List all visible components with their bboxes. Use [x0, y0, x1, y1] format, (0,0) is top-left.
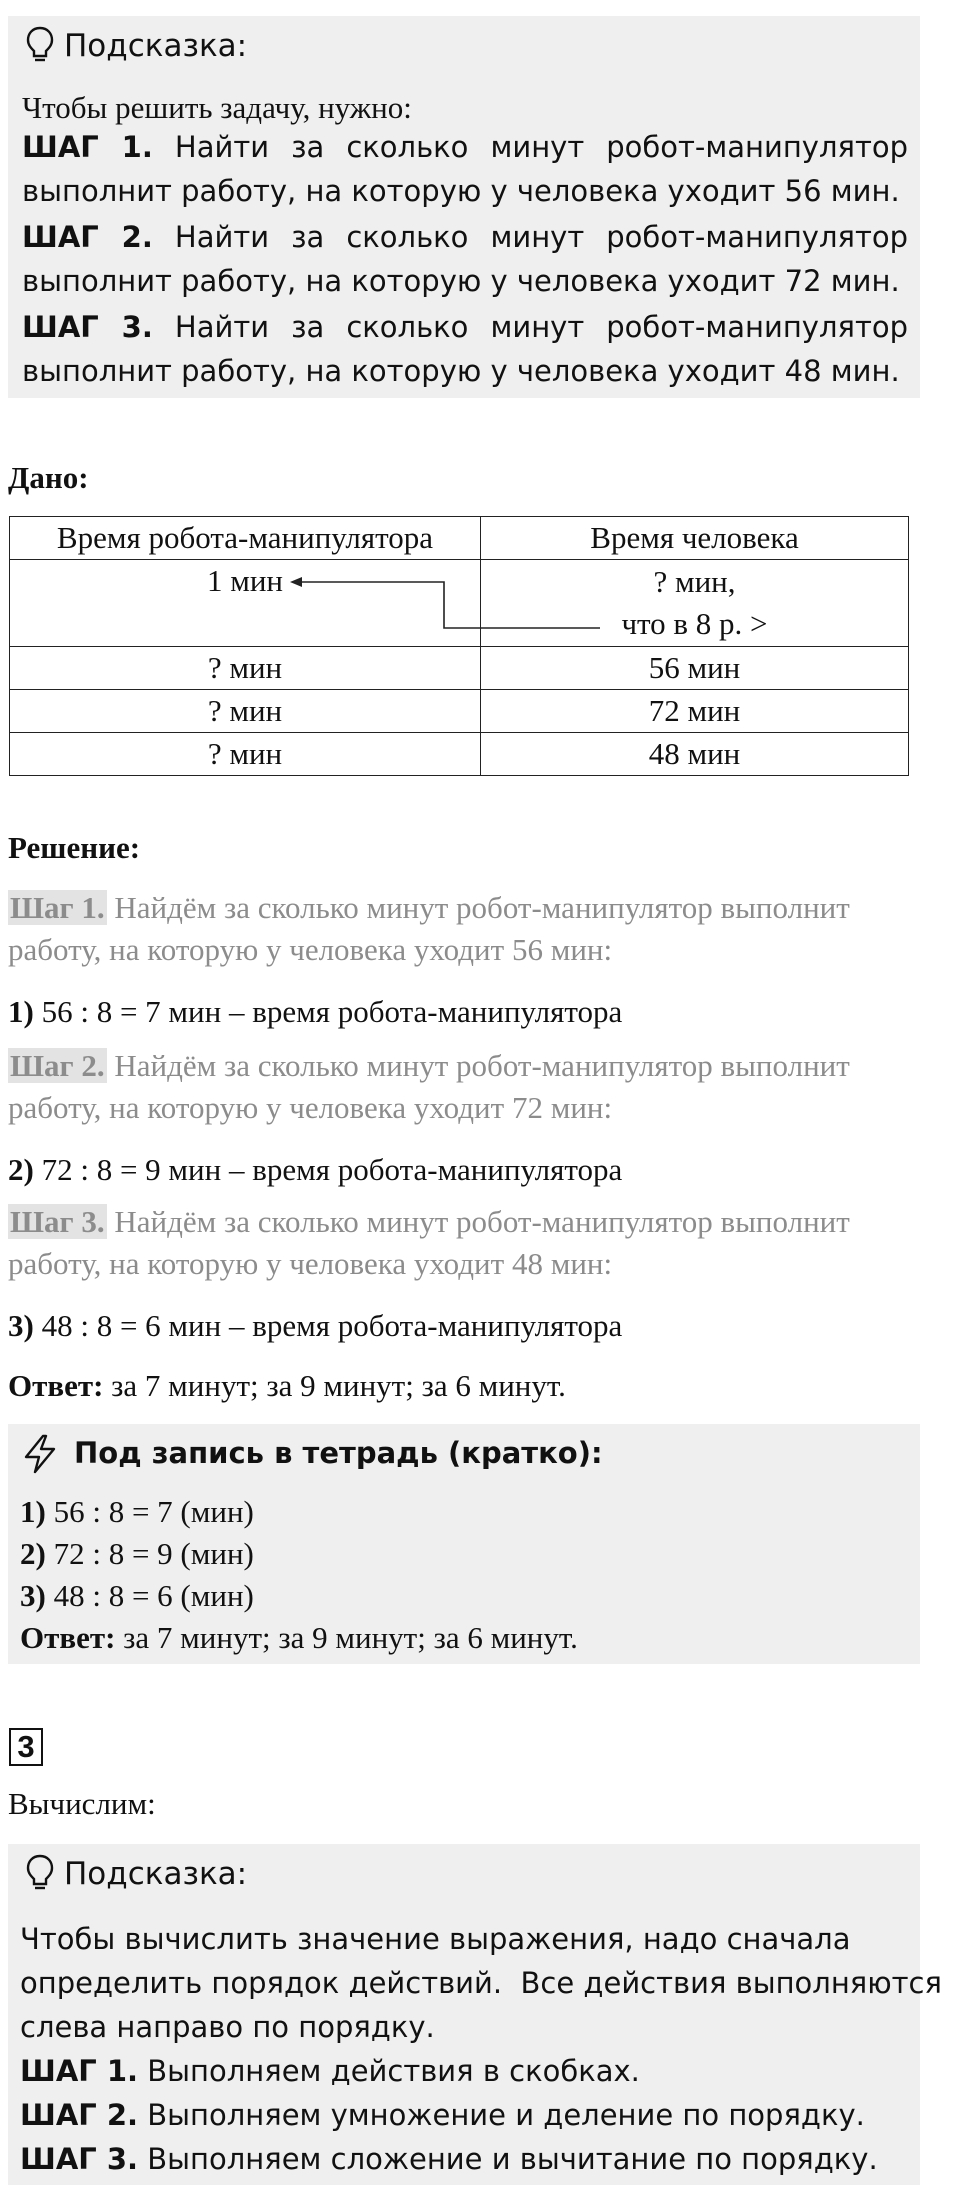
hint-step-label: ШАГ 2.	[20, 2098, 139, 2132]
given-heading: Дано:	[8, 460, 89, 495]
hint-step-text: Выполняем умножение и деление по порядку.	[138, 2098, 865, 2132]
hint-step-label: ШАГ 1.	[22, 130, 153, 164]
human-ratio: что в 8 р. >	[621, 606, 768, 641]
hint-step-1-line1	[22, 130, 908, 164]
solution-step-2-cont: работу, на которую у человека уходит 72 мин:	[8, 1090, 613, 1125]
calc-number: 1)	[20, 1494, 46, 1529]
hint-box	[8, 16, 920, 398]
task-text: Вычислим:	[8, 1786, 156, 1821]
hint-intro: Чтобы решить задачу, нужно:	[22, 90, 412, 125]
table-row	[10, 733, 909, 776]
answer-text: за 7 минут; за 9 минут; за 6 минут.	[103, 1368, 566, 1403]
answer-text: за 7 минут; за 9 минут; за 6 минут.	[115, 1620, 578, 1655]
hint-step-1	[20, 2054, 640, 2088]
step-text: Найдём за сколько минут робот-манипулятор выполнит	[106, 890, 850, 925]
step-text: Найдём за сколько минут робот-манипулятор выполнит	[106, 1204, 850, 1239]
step-label: Шаг 2.	[10, 1048, 105, 1083]
hint-title: Подсказка:	[64, 1856, 248, 1892]
solution-step-3-cont: работу, на которую у человека уходит 48 мин:	[8, 1246, 613, 1281]
solution-heading: Решение:	[8, 830, 141, 865]
hint-step-2-line2: выполнит работу, на которую у человека уходит 72 мин.	[22, 264, 900, 298]
hint-box	[8, 1844, 942, 2185]
step-label: Шаг 1.	[10, 890, 105, 925]
step-label: Шаг 3.	[10, 1204, 105, 1239]
table-row	[10, 647, 909, 690]
solution-step-2	[8, 1048, 850, 1084]
notebook-title: Под запись в тетрадь (кратко):	[74, 1436, 603, 1470]
calc-text: 56 : 8 = 7 мин – время робота-манипулятора	[33, 994, 623, 1029]
solution-calc-2	[8, 1152, 622, 1188]
hint-line-2: определить порядок действий. Все действия выполняются	[20, 1966, 942, 2000]
notebook-line-1	[20, 1494, 254, 1530]
hint-step-label: ШАГ 2.	[22, 220, 153, 254]
lightbulb-icon	[26, 1854, 54, 1892]
lightbulb-icon	[26, 26, 54, 64]
calc-text: 56 : 8 = 7 (мин)	[45, 1494, 254, 1529]
hint-step-2-line1	[22, 220, 908, 254]
hint-title: Подсказка:	[64, 28, 248, 64]
solution-step-1-cont: работу, на которую у человека уходит 56 мин:	[8, 932, 613, 967]
hint-step-text: Выполняем действия в скобках.	[138, 2054, 640, 2088]
step-text: Найдём за сколько минут робот-манипулятор выполнит	[106, 1048, 850, 1083]
calc-number: 3)	[8, 1308, 34, 1343]
table-cell-robot: ? мин	[10, 733, 481, 776]
table-header-row	[10, 517, 909, 560]
notebook-line-3	[20, 1578, 254, 1614]
notebook-box	[8, 1424, 920, 1664]
table-cell-human: 72 мин	[481, 690, 909, 733]
hint-step-3-line2: выполнит работу, на которую у человека уходит 48 мин.	[22, 354, 900, 388]
solution-calc-3	[8, 1308, 622, 1344]
hint-step-label: ШАГ 3.	[22, 310, 153, 344]
calc-text: 72 : 8 = 9 (мин)	[45, 1536, 254, 1571]
calc-number: 1)	[8, 994, 34, 1029]
solution-step-1	[8, 890, 850, 926]
table-cell-robot: ? мин	[10, 647, 481, 690]
hint-step-3	[20, 2142, 878, 2176]
task-number: 3	[9, 1728, 43, 1766]
table-row	[10, 690, 909, 733]
hint-step-label: ШАГ 1.	[20, 2054, 139, 2088]
table-cell-human: 56 мин	[481, 647, 909, 690]
table-header-human: Время человека	[481, 517, 909, 560]
human-time: ? мин,	[653, 564, 736, 599]
hint-step-1-line2: выполнит работу, на которую у человека уходит 56 мин.	[22, 174, 900, 208]
hint-step-text: Выполняем сложение и вычитание по порядку.	[138, 2142, 878, 2176]
given-table	[9, 516, 909, 776]
comparison-arrow-icon	[280, 568, 610, 638]
hint-step-text: Найти за сколько минут робот-манипулятор	[174, 130, 908, 164]
answer-label: Ответ:	[20, 1620, 116, 1655]
hint-line-1: Чтобы вычислить значение выражения, надо сначала	[20, 1922, 851, 1956]
hint-step-label: ШАГ 3.	[20, 2142, 139, 2176]
hint-step-2	[20, 2098, 865, 2132]
notebook-line-2	[20, 1536, 254, 1572]
calc-number: 2)	[20, 1536, 46, 1571]
hint-step-text: Найти за сколько минут робот-манипулятор	[174, 310, 908, 344]
table-header-robot: Время робота-манипулятора	[10, 517, 481, 560]
hint-step-text: Найти за сколько минут робот-манипулятор	[174, 220, 908, 254]
hint-step-3-line1	[22, 310, 908, 344]
calc-text: 48 : 8 = 6 мин – время робота-манипулятора	[33, 1308, 623, 1343]
calc-text: 48 : 8 = 6 (мин)	[45, 1578, 254, 1613]
calc-number: 2)	[8, 1152, 34, 1187]
notebook-answer	[20, 1620, 578, 1656]
solution-answer	[8, 1368, 566, 1404]
table-cell-robot: ? мин	[10, 690, 481, 733]
calc-number: 3)	[20, 1578, 46, 1613]
robot-time: 1 мин	[206, 563, 284, 598]
table-cell-human: 48 мин	[481, 733, 909, 776]
lightning-icon	[22, 1434, 58, 1474]
hint-line-3: слева направо по порядку.	[20, 2010, 435, 2044]
solution-step-3	[8, 1204, 850, 1240]
calc-text: 72 : 8 = 9 мин – время робота-манипулятора	[33, 1152, 623, 1187]
solution-calc-1	[8, 994, 622, 1030]
answer-label: Ответ:	[8, 1368, 104, 1403]
